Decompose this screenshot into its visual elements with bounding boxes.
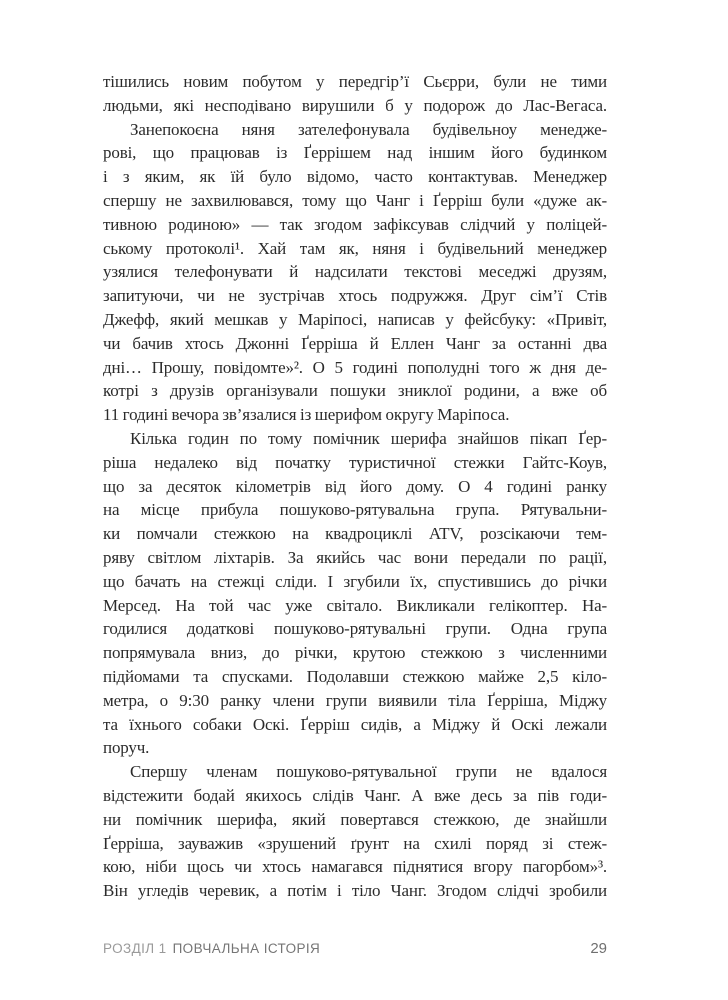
text-line: Джефф, який мешкав у Маріпосі, написав у фейсбуку: «Привіт, — [103, 309, 607, 329]
text-line: Спершу членам пошуково-рятувальної групи не вдалося — [130, 762, 607, 782]
text-line: узялися телефонувати й надсилати текстові меседжі друзям, — [103, 262, 607, 282]
text-line: тішились новим побутом у передгір’ї Сьєрри, були не тими — [103, 72, 607, 91]
page-footer — [103, 940, 607, 957]
text-line: рові, що працював із Ґеррішем над іншим його будинком — [103, 143, 607, 163]
text-line: тивною родиною» — так згодом зафіксував слідчий у поліцей- — [103, 214, 607, 234]
running-head — [103, 941, 320, 956]
page-number: 29 — [590, 940, 607, 957]
text-line: ряву світлом ліхтарів. За якийсь час вони передали по рації, — [103, 547, 607, 567]
text-line: на місце прибула пошуково-рятувальна група. Рятувальни- — [103, 500, 607, 520]
text-line: що бачать на стежці сліди. І згубили їх, спустившись до річки — [103, 571, 607, 591]
text-line: котрі з друзів організували пошуки зниклої родини, а вже об — [103, 381, 607, 401]
text-line: ріша недалеко від початку туристичної стежки Гайтс-Коув, — [103, 452, 607, 472]
text-line: відстежити бодай якихось слідів Чанг. А вже десь за пів годи- — [103, 785, 607, 805]
body-text — [103, 70, 607, 903]
text-line: Ґерріша, зауважив «зрушений ґрунт на схилі поряд зі стеж- — [103, 833, 607, 853]
text-line: ни помічник шерифа, який повертався стежкою, де знайшли — [103, 809, 607, 829]
text-line: годилися додаткові пошуково-рятувальні групи. Одна група — [103, 619, 607, 639]
text-line: Занепокоєна няня зателефонувала будівельноу менедже- — [130, 119, 607, 139]
text-line: метра, о 9:30 ранку члени групи виявили тіла Ґерріша, Міджу — [103, 690, 607, 710]
text-line: спершу не захвилювався, тому що Чанг і Ґерріш були «дуже ак- — [103, 190, 607, 210]
text-line: запитуючи, чи не зустрічав хтось подружжя. Друг сім’ї Стів — [103, 286, 607, 306]
text-line: дні… Прошу, повідомте»². О 5 годині пополудні того ж дня де- — [103, 357, 607, 377]
text-line: ському протоколі¹. Хай там як, няня і будівельний менеджер — [103, 238, 607, 258]
chapter-label: РОЗДІЛ 1 — [103, 941, 167, 956]
text-line: та їхнього собаки Оскі. Ґерріш сидів, а Міджу й Оскі лежали — [103, 714, 607, 734]
text-line: Кілька годин по тому помічник шерифа знайшов пікап Ґер- — [130, 428, 607, 448]
text-line: попрямувала вниз, до річки, крутою стежкою з численними — [103, 643, 607, 663]
text-line: кою, ніби щось чи хтось намагався піднятися вгору пагорбом»³. — [103, 857, 607, 877]
text-line: поруч. — [103, 738, 150, 758]
text-line: ки помчали стежкою на квадроциклі ATV, розсікаючи тем- — [103, 524, 607, 544]
chapter-title: ПОВЧАЛЬНА ІСТОРІЯ — [172, 941, 321, 956]
text-line: що за десяток кілометрів від його дому. О 4 годині ранку — [103, 476, 607, 496]
text-line: Він угледів черевик, а потім і тіло Чанг. Згодом слідчі зробили — [103, 881, 607, 901]
text-line: підйомами та спусками. Подолавши стежкою майже 2,5 кіло- — [103, 666, 607, 686]
text-line: людьми, які несподівано вирушили б у подорож до Лас-Вегаса. — [103, 95, 607, 115]
text-line: 11 годині вечора зв’язалися із шерифом округу Маріпоса. — [103, 405, 510, 425]
text-line: Мерсед. На той час уже світало. Викликали гелікоптер. На- — [103, 595, 607, 615]
text-line: чи бачив хтось Джонні Ґерріша й Еллен Чанг за останні два — [103, 333, 607, 353]
text-line: і з яким, як їй було відомо, часто контактував. Менеджер — [103, 167, 607, 187]
